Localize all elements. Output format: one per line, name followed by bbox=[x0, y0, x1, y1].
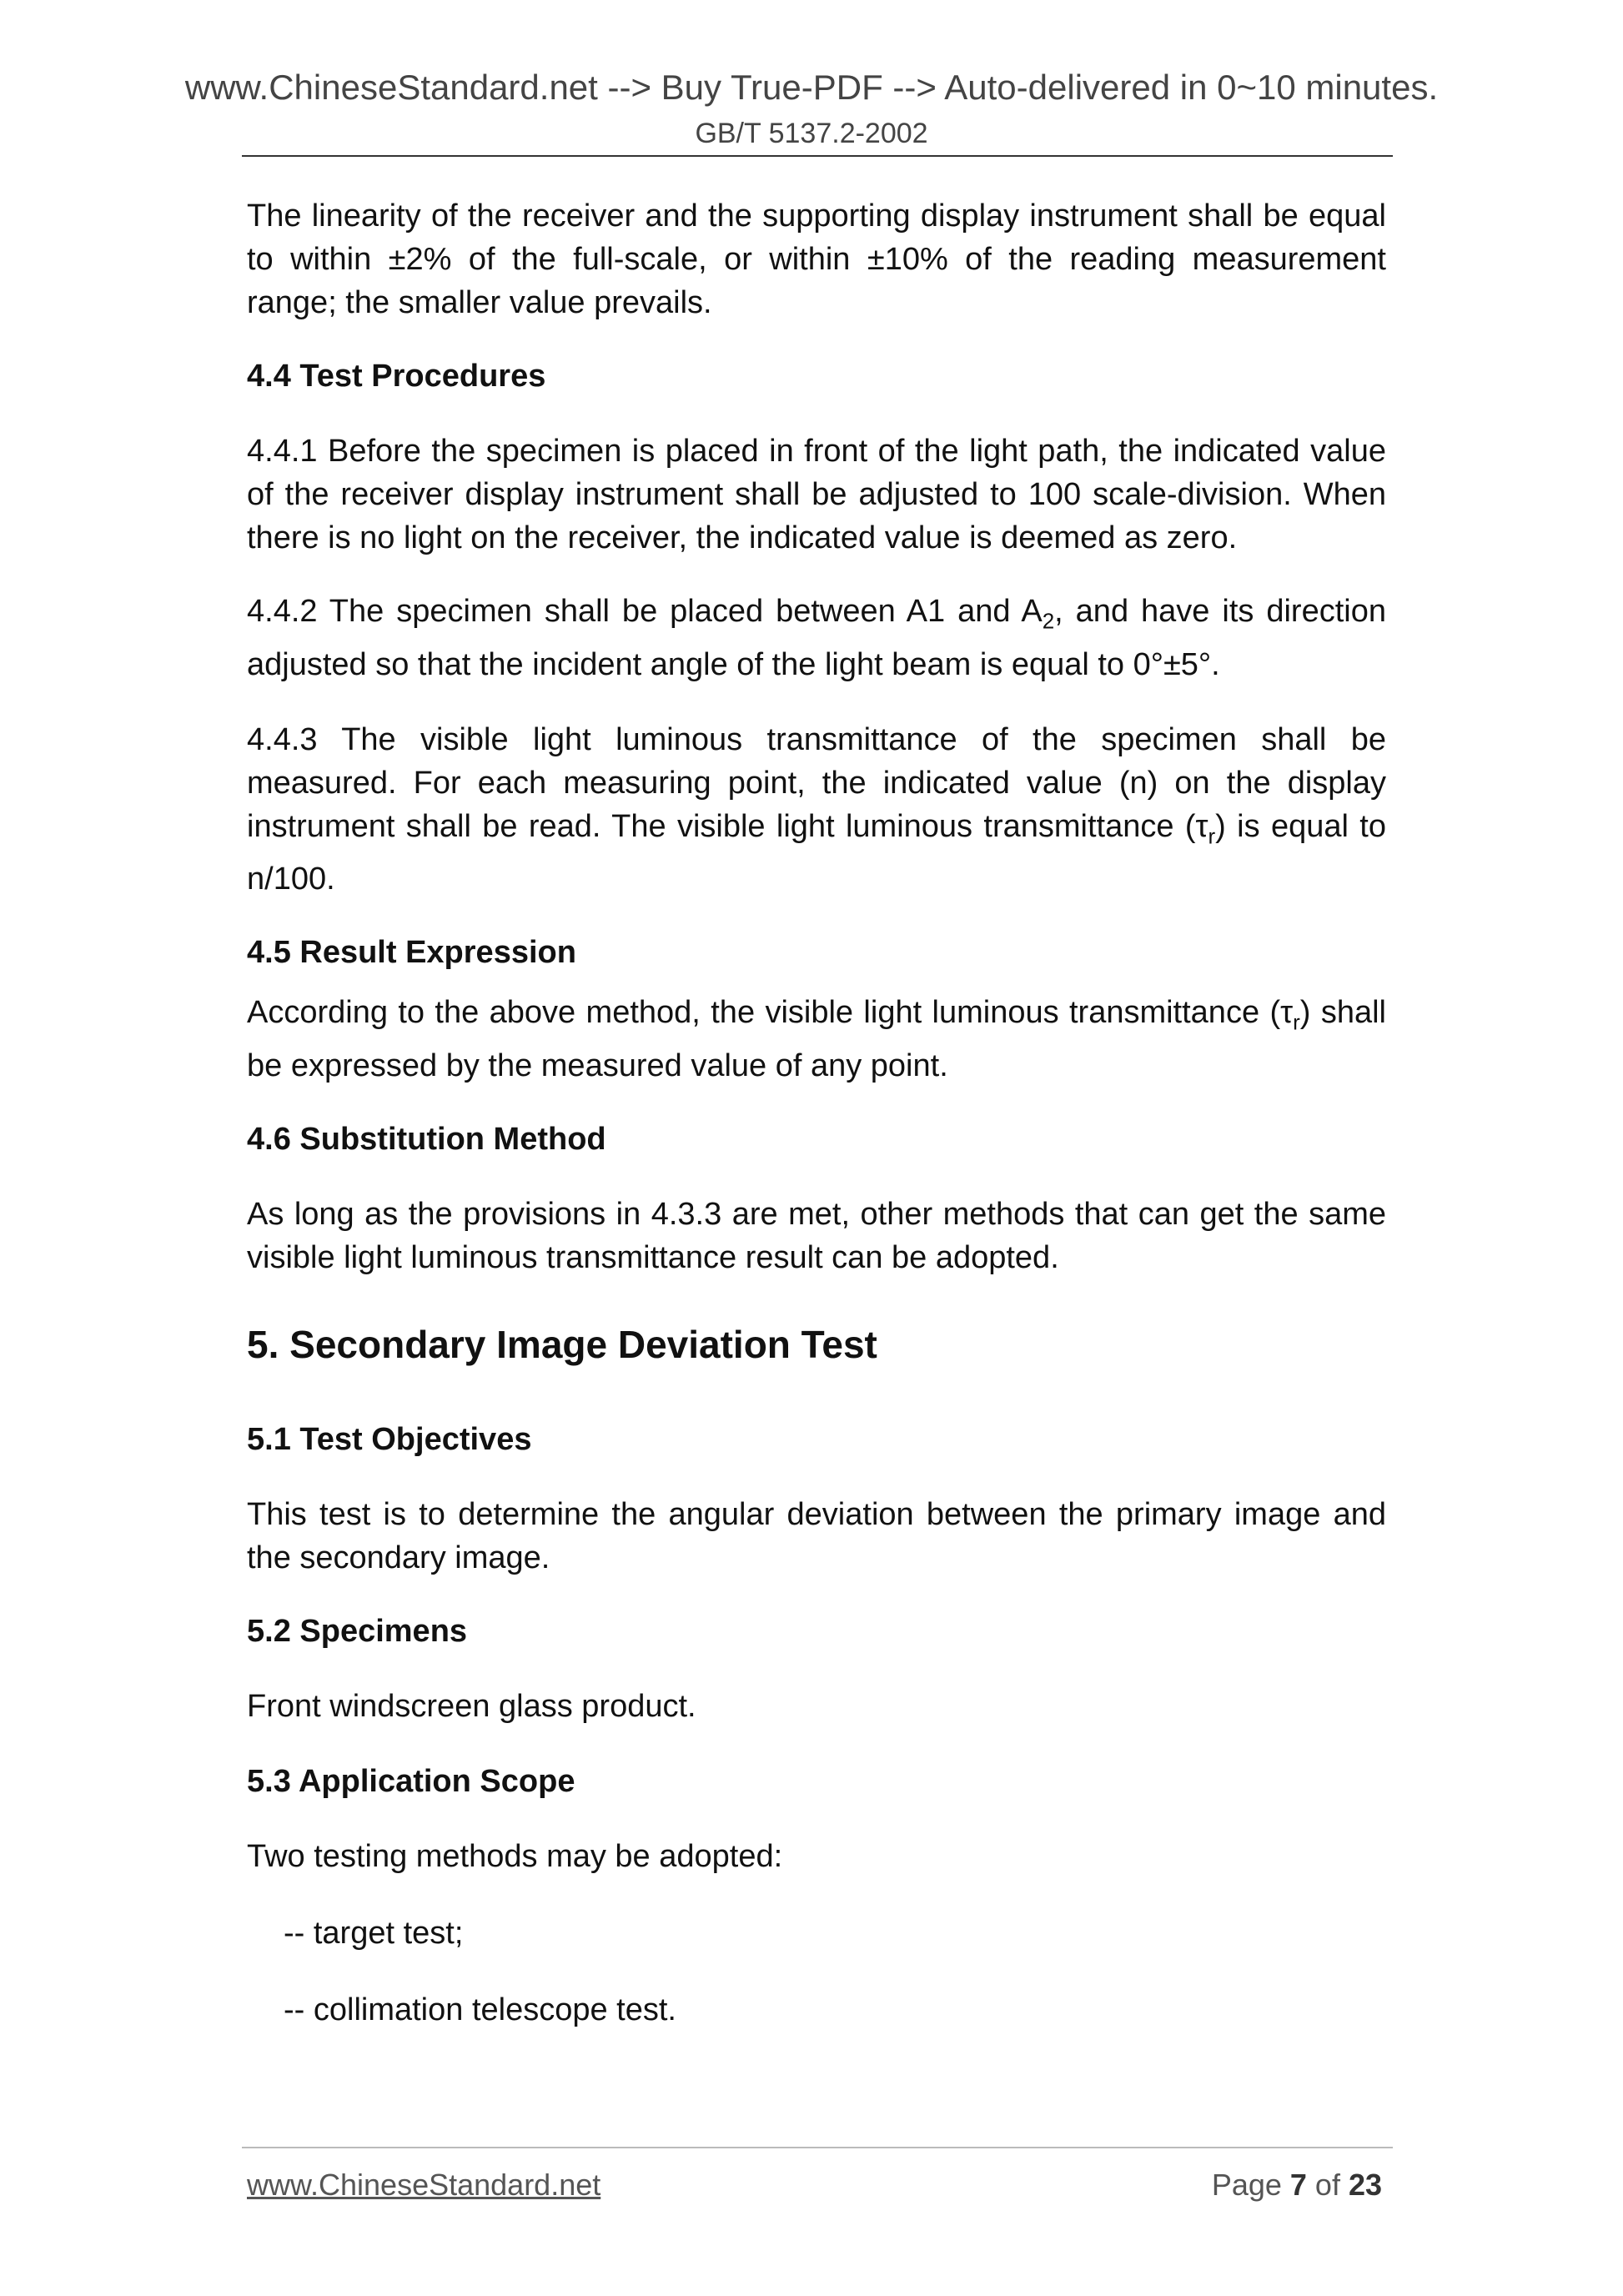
paragraph-linearity: The linearity of the receiver and the supporting display instrument shall be equal to within ±2% of the full-scale, or within ±10% of the reading measurement range; the smaller value prevails. bbox=[247, 198, 1386, 320]
heading-4-4: 4.4 Test Procedures bbox=[247, 359, 546, 394]
page-current: 7 bbox=[1289, 2168, 1307, 2202]
text-segment: According to the above method, the visible light luminous transmittance (τ bbox=[247, 995, 1294, 1031]
header-banner: www.ChineseStandard.net --> Buy True-PDF --> Auto-delivered in 0~10 minutes. bbox=[184, 68, 1439, 107]
heading-4-5: 4.5 Result Expression bbox=[247, 935, 576, 971]
footer-divider bbox=[242, 2147, 1393, 2148]
heading-5: 5. Secondary Image Deviation Test bbox=[247, 1322, 877, 1366]
heading-5-3: 5.3 Application Scope bbox=[247, 1763, 575, 1799]
heading-5-1: 5.1 Test Objectives bbox=[247, 1421, 532, 1457]
text-segment: , and have its direction adjusted so that the incident angle of the light beam is equal to 0°±5°. bbox=[247, 594, 1386, 682]
text-segment: ) is equal to n/100. bbox=[247, 808, 1386, 897]
heading-4-6: 4.6 Substitution Method bbox=[247, 1121, 606, 1157]
paragraph-4-6: As long as the provisions in 4.3.3 are met, other methods that can get the same visible light luminous transmittance result can be adopted. bbox=[247, 1196, 1386, 1275]
text-segment: 4.4.2 The specimen shall be placed between A1 and A bbox=[247, 594, 1043, 629]
paragraph-4-5 bbox=[247, 991, 1386, 1088]
paragraph-4-4-2 bbox=[247, 590, 1386, 686]
page-number bbox=[1212, 2167, 1382, 2203]
paragraph-4-4-1: 4.4.1 Before the specimen is placed in front of the light path, the indicated value of the receiver display instrument shall be adjusted to 100 scale-division. When there is no light on the receiver, the indicated value is deemed as zero. bbox=[247, 434, 1386, 555]
text-segment: ) shall be expressed by the measured value of any point. bbox=[247, 995, 1386, 1083]
heading-5-2: 5.2 Specimens bbox=[247, 1613, 468, 1649]
list-item: -- collimation telescope test. bbox=[284, 1992, 676, 2027]
subscript: r bbox=[1208, 823, 1216, 849]
subscript: 2 bbox=[1042, 608, 1055, 634]
page-separator: of bbox=[1306, 2168, 1349, 2202]
page-body bbox=[247, 194, 1386, 2032]
standard-code: GB/T 5137.2-2002 bbox=[695, 118, 928, 149]
text-segment: 4.4.3 The visible light luminous transmittance of the specimen shall be measured. For each measuring point, the indicated value (n) on the display instrument shall be read. The visible light luminous transmittance (τ bbox=[247, 721, 1386, 844]
paragraph-4-4-3 bbox=[247, 718, 1386, 902]
paragraph-5-3: Two testing methods may be adopted: bbox=[247, 1838, 783, 1874]
page-total: 23 bbox=[1348, 2168, 1382, 2202]
paragraph-5-1: This test is to determine the angular deviation between the primary image and the secondary image. bbox=[247, 1496, 1386, 1575]
subscript: r bbox=[1293, 1009, 1300, 1035]
header-divider bbox=[242, 155, 1393, 157]
footer-site-link[interactable]: www.ChineseStandard.net bbox=[247, 2168, 601, 2202]
list-item: -- target test; bbox=[284, 1915, 464, 1951]
page-prefix: Page bbox=[1211, 2168, 1290, 2202]
paragraph-5-2: Front windscreen glass product. bbox=[247, 1688, 696, 1724]
